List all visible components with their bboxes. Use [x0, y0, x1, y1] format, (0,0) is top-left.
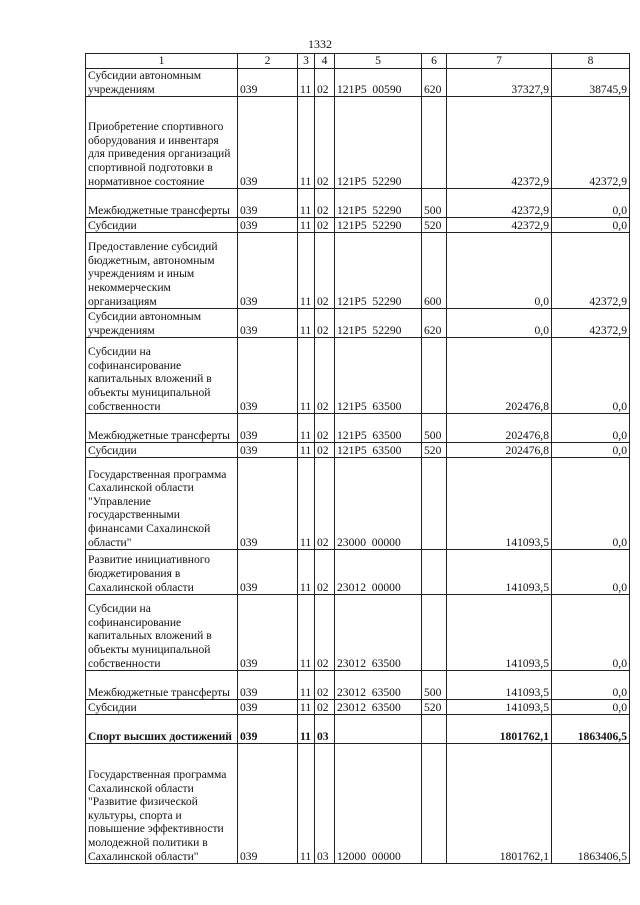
table-row: [86, 218, 630, 233]
expense-type-cell: 500: [422, 671, 447, 700]
amount-year1-cell: 0,0: [447, 309, 552, 338]
section-cell: 11: [298, 595, 315, 671]
section-cell: 11: [298, 414, 315, 443]
subsection-cell: 02: [315, 218, 335, 233]
amount-year1-cell: 202476,8: [447, 338, 552, 414]
section-cell: 11: [298, 218, 315, 233]
grbs-cell: 039: [238, 233, 298, 309]
grbs-cell: 039: [238, 715, 298, 744]
subsection-cell: 02: [315, 700, 335, 715]
table-row: [86, 700, 630, 715]
amount-year2-cell: 0,0: [552, 550, 630, 595]
column-header: 2: [238, 54, 298, 69]
amount-year1-cell: 37327,9: [447, 69, 552, 97]
expense-type-cell: 620: [422, 69, 447, 97]
row-name-cell: Государственная программа Сахалинской области "Развитие физической культуры, спорта и повышение эффективности молодежной политики в Сахалинской области": [86, 744, 238, 864]
column-header: 6: [422, 54, 447, 69]
grbs-cell: 039: [238, 443, 298, 458]
section-cell: 11: [298, 309, 315, 338]
amount-year1-cell: 202476,8: [447, 414, 552, 443]
target-article-cell: [335, 715, 422, 744]
amount-year2-cell: 0,0: [552, 338, 630, 414]
grbs-cell: 039: [238, 414, 298, 443]
table-row: [86, 69, 630, 97]
target-article-cell: 121Р5 52290: [335, 189, 422, 218]
subsection-cell: 03: [315, 744, 335, 864]
grbs-cell: 039: [238, 189, 298, 218]
amount-year2-cell: 0,0: [552, 218, 630, 233]
row-name-cell: Субсидии автономным учреждениям: [86, 309, 238, 338]
grbs-cell: 039: [238, 458, 298, 550]
amount-year1-cell: 141093,5: [447, 595, 552, 671]
amount-year2-cell: 38745,9: [552, 69, 630, 97]
target-article-cell: 121Р5 52290: [335, 233, 422, 309]
table-row: [86, 414, 630, 443]
expense-type-cell: [422, 338, 447, 414]
row-name-cell: Субсидии автономным учреждениям: [86, 69, 238, 97]
table-row: [86, 189, 630, 218]
target-article-cell: 121Р5 63500: [335, 414, 422, 443]
section-cell: 11: [298, 338, 315, 414]
expense-type-cell: [422, 458, 447, 550]
table-row: [86, 338, 630, 414]
column-header: 4: [315, 54, 335, 69]
section-cell: 11: [298, 671, 315, 700]
section-cell: 11: [298, 233, 315, 309]
amount-year1-cell: 141093,5: [447, 671, 552, 700]
expense-type-cell: 500: [422, 189, 447, 218]
section-cell: 11: [298, 550, 315, 595]
column-header: 7: [447, 54, 552, 69]
table-row: [86, 595, 630, 671]
header-row: [86, 54, 630, 69]
section-cell: 11: [298, 97, 315, 189]
amount-year1-cell: 141093,5: [447, 550, 552, 595]
expense-type-cell: 500: [422, 414, 447, 443]
table-row: [86, 443, 630, 458]
amount-year2-cell: 1863406,5: [552, 715, 630, 744]
row-name-cell: Субсидии: [86, 700, 238, 715]
amount-year1-cell: 141093,5: [447, 700, 552, 715]
section-cell: 11: [298, 189, 315, 218]
subsection-cell: 02: [315, 189, 335, 218]
expense-type-cell: 520: [422, 700, 447, 715]
table-row: [86, 671, 630, 700]
row-name-cell: Предоставление субсидий бюджетным, автономным учреждениям и иным некоммерческим организациям: [86, 233, 238, 309]
amount-year2-cell: 42372,9: [552, 309, 630, 338]
amount-year1-cell: 42372,9: [447, 218, 552, 233]
subsection-cell: 02: [315, 595, 335, 671]
section-cell: 11: [298, 443, 315, 458]
table-body: [86, 69, 630, 864]
expense-type-cell: [422, 97, 447, 189]
section-cell: 11: [298, 700, 315, 715]
grbs-cell: 039: [238, 309, 298, 338]
target-article-cell: 23012 00000: [335, 550, 422, 595]
amount-year1-cell: 1801762,1: [447, 715, 552, 744]
row-name-cell: Развитие инициативного бюджетирования в Сахалинской области: [86, 550, 238, 595]
row-name-cell: Государственная программа Сахалинской области "Управление государственными финансами Сахалинской области": [86, 458, 238, 550]
expense-type-cell: 620: [422, 309, 447, 338]
target-article-cell: 23012 63500: [335, 671, 422, 700]
subsection-cell: 02: [315, 414, 335, 443]
row-name-cell: Субсидии: [86, 218, 238, 233]
target-article-cell: 121Р5 52290: [335, 97, 422, 189]
amount-year1-cell: 1801762,1: [447, 744, 552, 864]
grbs-cell: 039: [238, 69, 298, 97]
section-cell: 11: [298, 744, 315, 864]
column-header: 8: [552, 54, 630, 69]
row-name-cell: Межбюджетные трансферты: [86, 671, 238, 700]
table-row: [86, 233, 630, 309]
target-article-cell: 121Р5 63500: [335, 443, 422, 458]
target-article-cell: 23012 63500: [335, 700, 422, 715]
amount-year2-cell: 42372,9: [552, 233, 630, 309]
subsection-cell: 02: [315, 671, 335, 700]
expense-type-cell: 520: [422, 218, 447, 233]
row-name-cell: Приобретение спортивного оборудования и инвентаря для приведения организаций спортивной подготовки в нормативное состояние: [86, 97, 238, 189]
amount-year2-cell: 0,0: [552, 700, 630, 715]
amount-year1-cell: 42372,9: [447, 189, 552, 218]
subsection-cell: 02: [315, 69, 335, 97]
subsection-cell: 02: [315, 233, 335, 309]
table-row: [86, 715, 630, 744]
amount-year2-cell: 0,0: [552, 443, 630, 458]
table-row: [86, 309, 630, 338]
section-cell: 11: [298, 715, 315, 744]
grbs-cell: 039: [238, 671, 298, 700]
expense-type-cell: [422, 550, 447, 595]
row-name-cell: Субсидии: [86, 443, 238, 458]
row-name-cell: Спорт высших достижений: [86, 715, 238, 744]
section-cell: 11: [298, 69, 315, 97]
target-article-cell: 121Р5 00590: [335, 69, 422, 97]
table-row: [86, 744, 630, 864]
target-article-cell: 23000 00000: [335, 458, 422, 550]
target-article-cell: 121Р5 52290: [335, 309, 422, 338]
column-header: 1: [86, 54, 238, 69]
amount-year2-cell: 1863406,5: [552, 744, 630, 864]
expense-type-cell: [422, 595, 447, 671]
row-name-cell: Субсидии на софинансирование капитальных вложений в объекты муниципальной собственности: [86, 338, 238, 414]
subsection-cell: 02: [315, 309, 335, 338]
grbs-cell: 039: [238, 338, 298, 414]
expense-type-cell: 600: [422, 233, 447, 309]
amount-year2-cell: 0,0: [552, 458, 630, 550]
subsection-cell: 02: [315, 443, 335, 458]
column-header: 5: [335, 54, 422, 69]
column-header: 3: [298, 54, 315, 69]
target-article-cell: 12000 00000: [335, 744, 422, 864]
expense-type-cell: 520: [422, 443, 447, 458]
target-article-cell: 23012 63500: [335, 595, 422, 671]
amount-year1-cell: 141093,5: [447, 458, 552, 550]
table-row: [86, 458, 630, 550]
table-row: [86, 97, 630, 189]
subsection-cell: 02: [315, 458, 335, 550]
grbs-cell: 039: [238, 550, 298, 595]
amount-year1-cell: 42372,9: [447, 97, 552, 189]
expense-type-cell: [422, 744, 447, 864]
section-cell: 11: [298, 458, 315, 550]
table-row: [86, 550, 630, 595]
subsection-cell: 03: [315, 715, 335, 744]
amount-year1-cell: 202476,8: [447, 443, 552, 458]
amount-year1-cell: 0,0: [447, 233, 552, 309]
grbs-cell: 039: [238, 744, 298, 864]
amount-year2-cell: 42372,9: [552, 97, 630, 189]
subsection-cell: 02: [315, 97, 335, 189]
grbs-cell: 039: [238, 700, 298, 715]
target-article-cell: 121Р5 52290: [335, 218, 422, 233]
row-name-cell: Межбюджетные трансферты: [86, 189, 238, 218]
amount-year2-cell: 0,0: [552, 189, 630, 218]
amount-year2-cell: 0,0: [552, 595, 630, 671]
target-article-cell: 121Р5 63500: [335, 338, 422, 414]
grbs-cell: 039: [238, 595, 298, 671]
subsection-cell: 02: [315, 550, 335, 595]
budget-table: [85, 53, 630, 864]
subsection-cell: 02: [315, 338, 335, 414]
grbs-cell: 039: [238, 218, 298, 233]
row-name-cell: Субсидии на софинансирование капитальных вложений в объекты муниципальной собственности: [86, 595, 238, 671]
amount-year2-cell: 0,0: [552, 414, 630, 443]
expense-type-cell: [422, 715, 447, 744]
page-number: 1332: [308, 37, 332, 51]
grbs-cell: 039: [238, 97, 298, 189]
row-name-cell: Межбюджетные трансферты: [86, 414, 238, 443]
amount-year2-cell: 0,0: [552, 671, 630, 700]
